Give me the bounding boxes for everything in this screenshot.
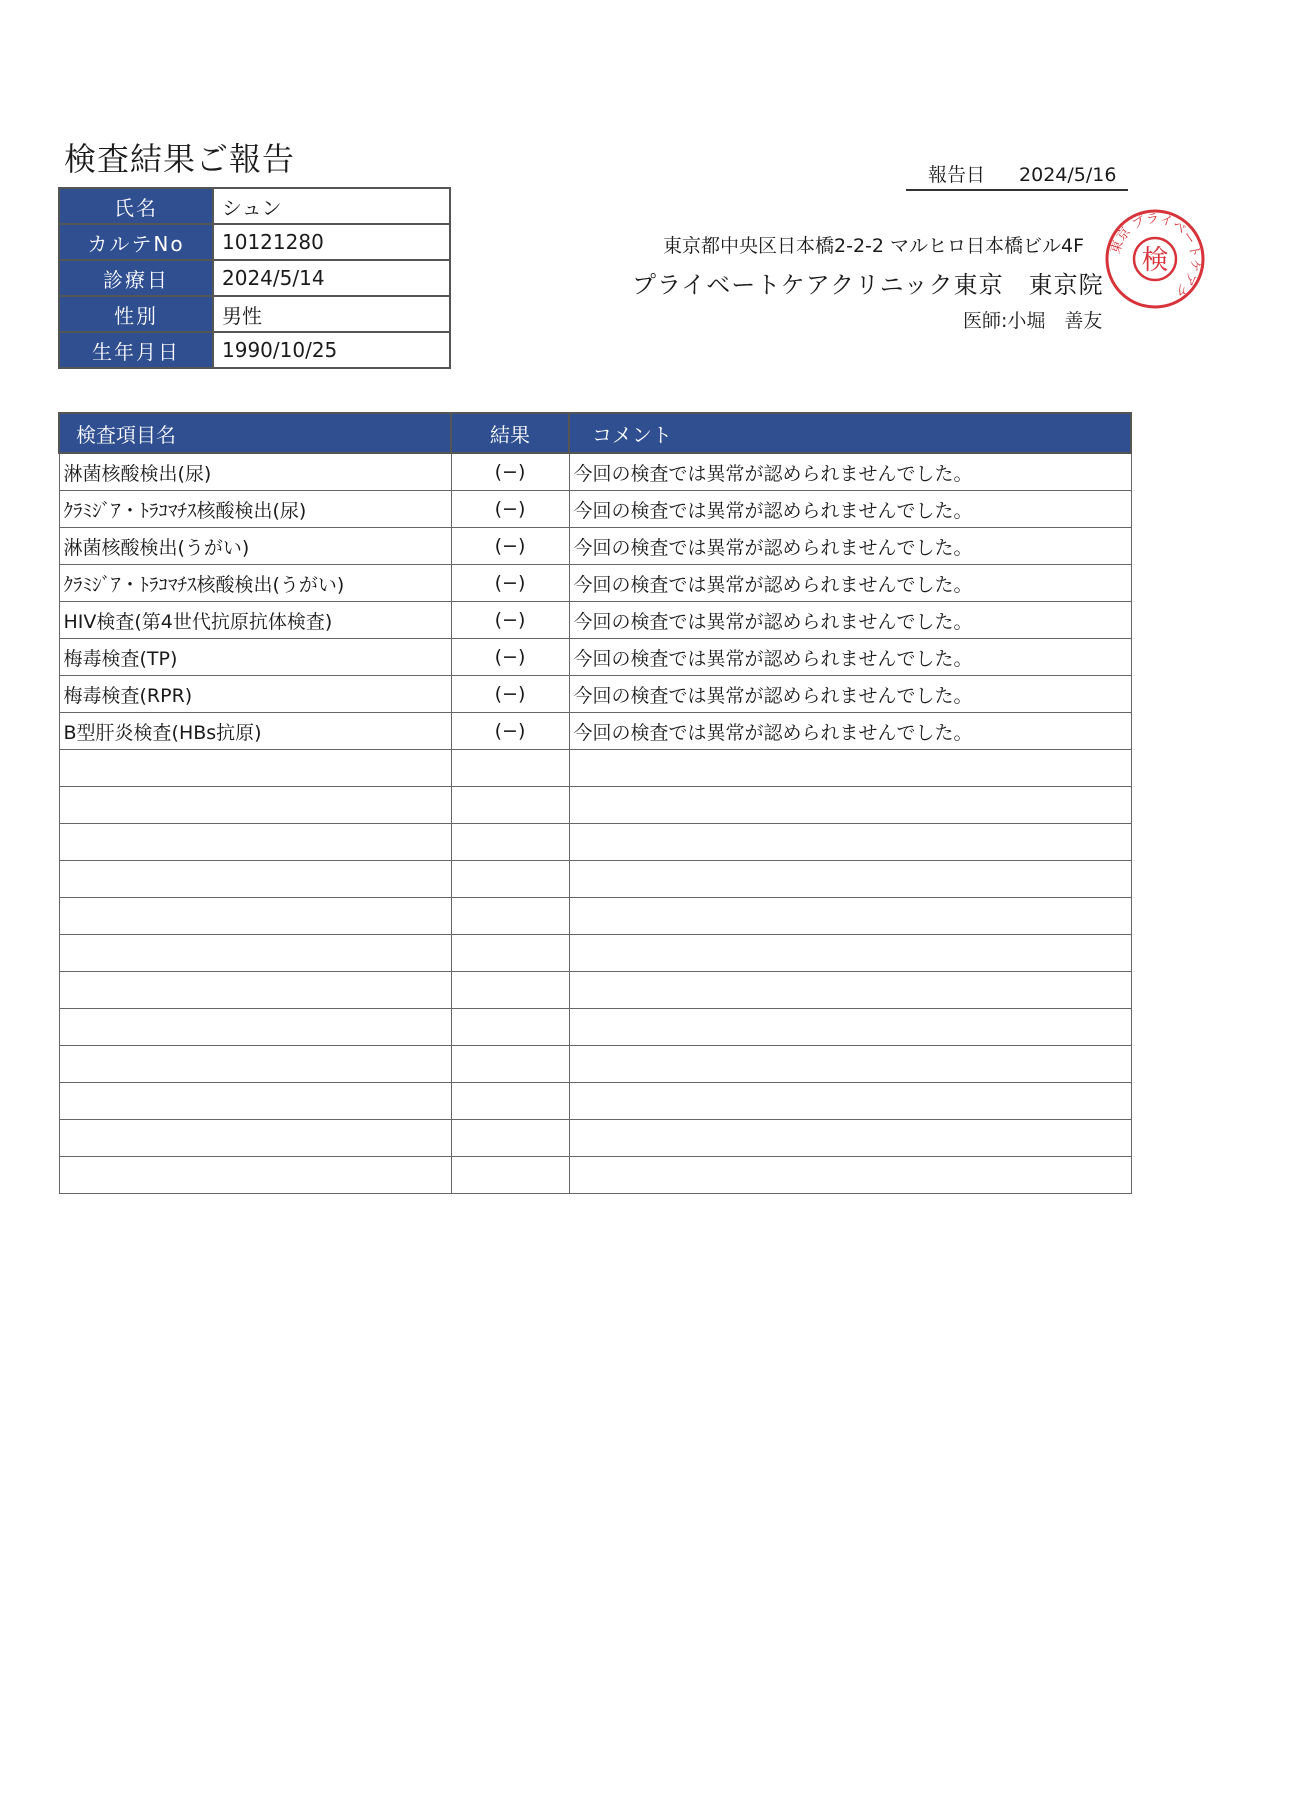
test-comment: 今回の検査では異常が認められませんでした。 [569, 528, 1131, 565]
column-header-result: 結果 [451, 413, 569, 453]
test-comment: 今回の検査では異常が認められませんでした。 [569, 491, 1131, 528]
test-result [451, 824, 569, 861]
table-row [59, 1083, 1131, 1120]
table-row [59, 1046, 1131, 1083]
test-item-name [59, 972, 451, 1009]
test-result [451, 1157, 569, 1194]
table-row [59, 1120, 1131, 1157]
table-row [59, 528, 1131, 565]
clinic-address: 東京都中央区日本橋2-2-2 マルヒロ日本橋ビル4F [663, 235, 1085, 257]
clinic-seal-stamp [1104, 208, 1206, 310]
test-result: (−) [451, 528, 569, 565]
test-item-name [59, 898, 451, 935]
test-result [451, 1083, 569, 1120]
patient-field-value: 1990/10/25 [213, 332, 450, 368]
table-row [59, 861, 1131, 898]
table-row [59, 898, 1131, 935]
patient-field-label: 性別 [59, 296, 213, 332]
patient-info-row [59, 224, 450, 260]
table-row [59, 639, 1131, 676]
test-item-name [59, 1120, 451, 1157]
table-row [59, 972, 1131, 1009]
svg-text:東京 プライベートケアク: 東京 プライベートケアク [1108, 211, 1203, 300]
test-result: (−) [451, 565, 569, 602]
patient-field-label: カルテNo [59, 224, 213, 260]
test-result [451, 935, 569, 972]
patient-field-value: 2024/5/14 [213, 260, 450, 296]
table-row [59, 602, 1131, 639]
test-result: (−) [451, 676, 569, 713]
report-date-label: 報告日 [928, 164, 986, 186]
test-comment [569, 824, 1131, 861]
test-item-name [59, 750, 451, 787]
test-comment: 今回の検査では異常が認められませんでした。 [569, 453, 1131, 491]
test-comment: 今回の検査では異常が認められませんでした。 [569, 713, 1131, 750]
column-header-item: 検査項目名 [59, 413, 451, 453]
test-comment [569, 861, 1131, 898]
patient-info-row [59, 332, 450, 368]
clinic-name: プライベートケアクリニック東京 東京院 [632, 271, 1104, 299]
table-row [59, 787, 1131, 824]
test-item-name [59, 824, 451, 861]
test-result: (−) [451, 453, 569, 491]
table-row [59, 491, 1131, 528]
test-comment [569, 1009, 1131, 1046]
patient-info-row [59, 260, 450, 296]
patient-info-table [58, 187, 451, 369]
test-item-name [59, 935, 451, 972]
test-result: (−) [451, 639, 569, 676]
test-comment: 今回の検査では異常が認められませんでした。 [569, 565, 1131, 602]
test-item-name [59, 787, 451, 824]
test-item-name: 淋菌核酸検出(尿) [59, 453, 451, 491]
test-comment [569, 1083, 1131, 1120]
test-comment [569, 750, 1131, 787]
table-row [59, 565, 1131, 602]
test-comment [569, 898, 1131, 935]
patient-field-label: 生年月日 [59, 332, 213, 368]
table-row [59, 713, 1131, 750]
test-item-name: 淋菌核酸検出(うがい) [59, 528, 451, 565]
results-header-row [59, 413, 1131, 453]
test-comment [569, 972, 1131, 1009]
test-result [451, 972, 569, 1009]
patient-field-value: 10121280 [213, 224, 450, 260]
test-item-name: 梅毒検査(TP) [59, 639, 451, 676]
test-result: (−) [451, 602, 569, 639]
patient-field-value: シュン [213, 188, 450, 224]
table-row [59, 676, 1131, 713]
test-item-name: 梅毒検査(RPR) [59, 676, 451, 713]
test-comment: 今回の検査では異常が認められませんでした。 [569, 676, 1131, 713]
doctor-name: 医師:小堀 善友 [963, 310, 1103, 332]
table-row [59, 453, 1131, 491]
test-item-name [59, 861, 451, 898]
test-result [451, 861, 569, 898]
page-title: 検査結果ご報告 [64, 140, 296, 178]
patient-field-label: 氏名 [59, 188, 213, 224]
test-result [451, 1120, 569, 1157]
test-result: (−) [451, 491, 569, 528]
svg-text:検: 検 [1141, 245, 1169, 276]
test-comment: 今回の検査では異常が認められませんでした。 [569, 639, 1131, 676]
test-item-name: ｸﾗﾐｼﾞｱ・ﾄﾗｺﾏﾁｽ核酸検出(うがい) [59, 565, 451, 602]
test-item-name [59, 1083, 451, 1120]
test-result [451, 1009, 569, 1046]
test-comment [569, 1120, 1131, 1157]
table-row [59, 750, 1131, 787]
report-date [906, 160, 1128, 191]
test-comment [569, 935, 1131, 972]
test-comment [569, 787, 1131, 824]
test-result [451, 1046, 569, 1083]
test-item-name: HIV検査(第4世代抗原抗体検査) [59, 602, 451, 639]
test-result [451, 898, 569, 935]
test-comment [569, 1046, 1131, 1083]
table-row [59, 935, 1131, 972]
test-result: (−) [451, 713, 569, 750]
table-row [59, 1009, 1131, 1046]
test-item-name [59, 1046, 451, 1083]
patient-info-row [59, 296, 450, 332]
test-result [451, 787, 569, 824]
table-row [59, 824, 1131, 861]
table-row [59, 1157, 1131, 1194]
test-comment: 今回の検査では異常が認められませんでした。 [569, 602, 1131, 639]
test-item-name [59, 1157, 451, 1194]
test-result [451, 750, 569, 787]
test-item-name: ｸﾗﾐｼﾞｱ・ﾄﾗｺﾏﾁｽ核酸検出(尿) [59, 491, 451, 528]
patient-field-label: 診療日 [59, 260, 213, 296]
test-item-name: B型肝炎検査(HBs抗原) [59, 713, 451, 750]
test-comment [569, 1157, 1131, 1194]
patient-field-value: 男性 [213, 296, 450, 332]
report-date-value: 2024/5/16 [1019, 164, 1117, 186]
column-header-comment: コメント [569, 413, 1131, 453]
patient-info-row [59, 188, 450, 224]
results-table [58, 412, 1132, 1194]
test-item-name [59, 1009, 451, 1046]
